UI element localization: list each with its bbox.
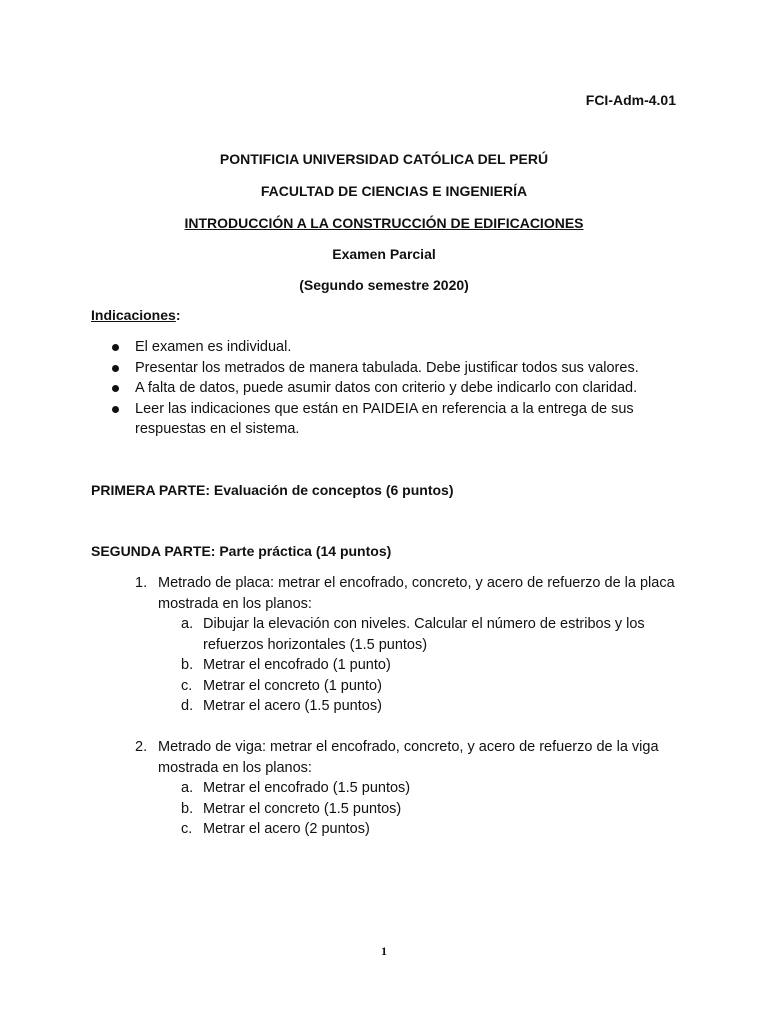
- subitem: [135, 778, 695, 799]
- list-item: Presentar los metrados de manera tabulada. Debe justificar todos sus valores.: [112, 358, 645, 379]
- semester-label: (Segundo semestre 2020): [299, 277, 469, 293]
- indications-title: Indicaciones: [91, 307, 176, 323]
- exam-title: Examen Parcial: [332, 246, 436, 262]
- subitem-text: Metrar el concreto (1 punto): [203, 677, 382, 694]
- course-title: INTRODUCCIÓN A LA CONSTRUCCIÓN DE EDIFICACIONES: [184, 215, 584, 231]
- subitem-letter: d.: [181, 698, 194, 714]
- subitem-letter: b.: [181, 657, 194, 673]
- question-1: [135, 573, 695, 717]
- subitem-text: Dibujar la elevación con niveles. Calcular el número de estribos y los refuerzos horizontales (1.5 puntos): [203, 616, 645, 653]
- indications-list: [112, 337, 645, 440]
- subitem-letter: b.: [181, 800, 194, 817]
- indications-colon: :: [175, 307, 181, 323]
- subitem: [135, 676, 695, 697]
- document-code: FCI-Adm-4.01: [585, 92, 676, 108]
- bullet-icon: [112, 385, 119, 392]
- subitem-letter: c.: [181, 677, 193, 694]
- bullet-icon: [112, 406, 119, 413]
- question-number: 2.: [135, 739, 148, 755]
- subitem-letter: a.: [181, 780, 194, 796]
- subitem-text: Metrar el encofrado (1 punto): [203, 657, 391, 673]
- subitem-text: Metrar el acero (1.5 puntos): [203, 698, 382, 714]
- subitem-letter: c.: [181, 821, 193, 837]
- part2-title: SEGUNDA PARTE: Parte práctica (14 puntos): [91, 543, 392, 559]
- subitem-letter: a.: [181, 616, 194, 632]
- subitem-text: Metrar el concreto (1.5 puntos): [203, 800, 402, 817]
- bullet-icon: [112, 344, 119, 351]
- subitem-text: Metrar el acero (2 puntos): [203, 821, 370, 837]
- question-2: [135, 737, 695, 840]
- bullet-icon: [112, 365, 119, 372]
- subitem: [135, 696, 695, 717]
- question-number: 1.: [135, 575, 148, 591]
- university-name: PONTIFICIA UNIVERSIDAD CATÓLICA DEL PERÚ: [219, 151, 549, 167]
- subitem: [135, 799, 695, 820]
- indications-heading: [91, 307, 180, 323]
- page-number: 1: [381, 944, 387, 958]
- list-item: A falta de datos, puede asumir datos con criterio y debe indicarlo con claridad.: [112, 378, 645, 399]
- faculty-name: FACULTAD DE CIENCIAS E INGENIERÍA: [260, 183, 528, 199]
- list-item: Leer las indicaciones que están en PAIDEIA en referencia a la entrega de sus respuestas en el sistema.: [112, 399, 645, 440]
- subitem: [135, 819, 695, 840]
- list-item: El examen es individual.: [112, 337, 645, 358]
- question-text: Metrado de viga: metrar el encofrado, concreto, y acero de refuerzo de la viga mostrada en los planos:: [158, 739, 659, 776]
- subitem: [135, 655, 695, 676]
- part1-title: PRIMERA PARTE: Evaluación de conceptos (6 puntos): [91, 482, 454, 498]
- question-text: Metrado de placa: metrar el encofrado, concreto, y acero de refuerzo de la placa mostrada en los planos:: [158, 575, 675, 612]
- subitem-text: Metrar el encofrado (1.5 puntos): [203, 780, 411, 796]
- subitem: [135, 614, 695, 655]
